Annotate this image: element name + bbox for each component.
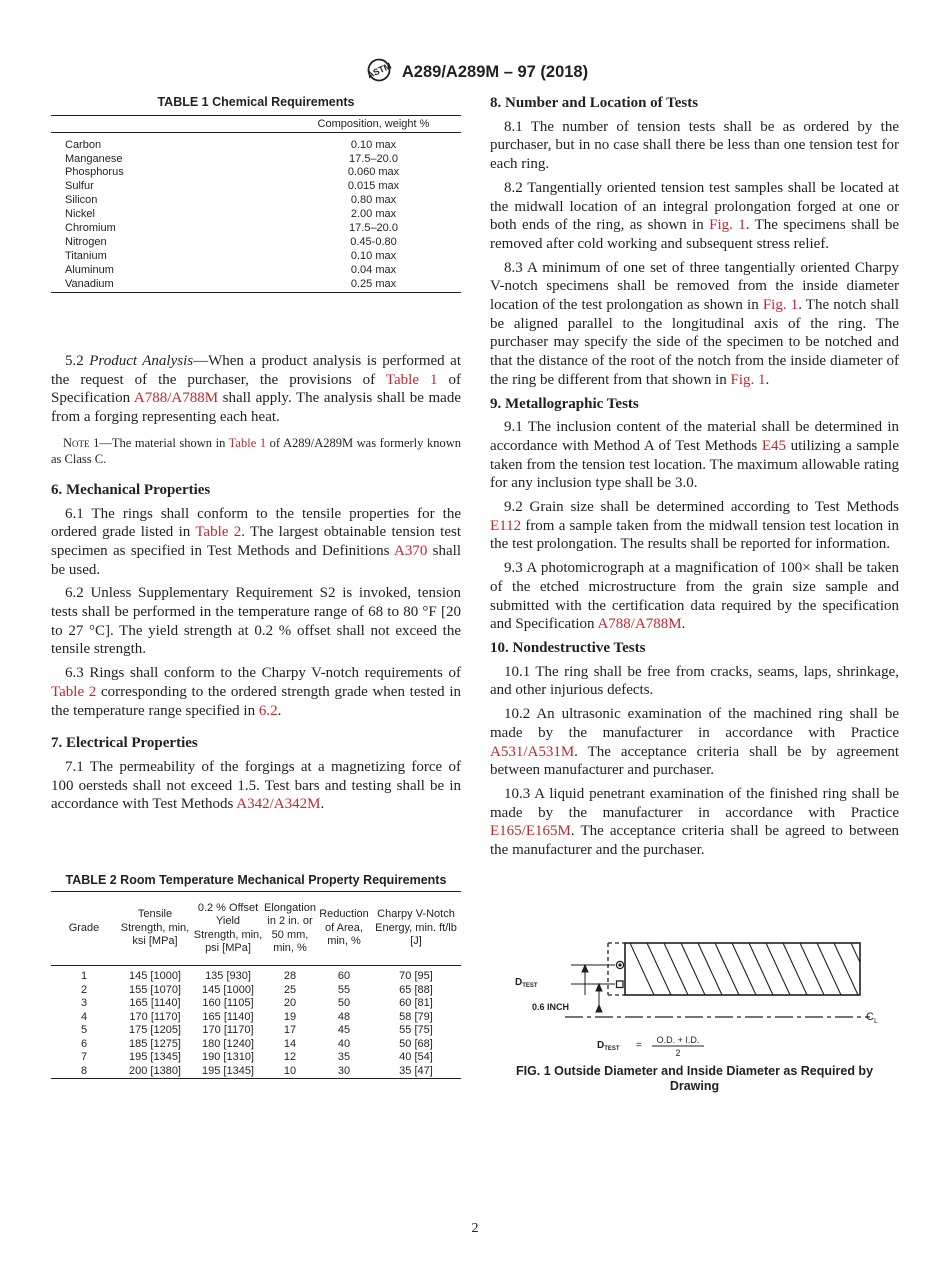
table2-cell: 3 [80, 997, 88, 1009]
table2-cell: 200 [1380] [129, 1064, 181, 1077]
table1-row [51, 208, 461, 222]
table2-cell: 10 [283, 1064, 297, 1077]
table2-cell: 5 [80, 1024, 88, 1036]
table2-row [51, 1038, 461, 1052]
table1-row [51, 166, 461, 180]
table1-row [51, 194, 461, 208]
table2-cell: 2 [80, 983, 88, 996]
table2-col-header: Tensile Strength, min, ksi [MPa] [120, 908, 190, 948]
table2-cell: 135 [930] [205, 970, 251, 982]
dimension-label: 0.6 INCH [532, 1002, 570, 1012]
link-table-2b[interactable]: Table 2 [51, 683, 97, 700]
link-e165[interactable]: E165/E165M [490, 823, 571, 840]
table2-col-header: Reduction of Area, min, % [319, 908, 369, 948]
link-a788b[interactable]: A788/A788M [597, 616, 682, 633]
table1-element: Aluminum [65, 263, 114, 276]
table2-row [51, 1051, 461, 1065]
table1-row [51, 236, 461, 250]
para-8-3: 8.3 A minimum of one set of three tangentially oriented Charpy V-notch specimens shall be removed from the inside diameter location of the test prolongation as shown in Fig. 1. The notch shall be aligned parallel to the longitudinal axis of the ring. The purchaser may specify the side of the specimen to be notched and that the distance of the root of the notch from the inside diameter of the ring be different from that shown in Fig. 1. [490, 259, 899, 388]
table2-cell: 145 [1000] [202, 983, 254, 996]
svg-text:O.D. + I.D.: O.D. + I.D. [656, 1035, 700, 1045]
table2-cell: 180 [1240] [202, 1037, 254, 1050]
link-table-1[interactable]: Table 1 [385, 371, 438, 388]
table2-cell: 35 [337, 1051, 351, 1063]
table2-cell: 28 [283, 970, 297, 982]
table2-cell: 14 [283, 1037, 297, 1050]
svg-text:DTEST: $D_{TEST}$ [597, 1040, 620, 1052]
link-a531[interactable]: A531/A531M [490, 743, 575, 760]
table2-row [51, 984, 461, 998]
table2-cell: 40 [337, 1037, 351, 1050]
section-8-heading: 8. Number and Location of Tests [490, 95, 699, 111]
table1-element: Vanadium [65, 277, 114, 290]
table2-body [51, 966, 461, 1079]
para-7-1: 7.1 The permeability of the forgings at a magnetizing force of 100 oersteds shall not exceed 1.5. Test bars and testing shall be in accordance with Test Methods A342/A342M. [51, 758, 461, 813]
table1-col-header: Composition, weight % [317, 118, 430, 130]
table1-row [51, 133, 461, 153]
link-e112[interactable]: E112 [490, 517, 522, 534]
table1-element: Titanium [65, 249, 107, 262]
table2-cell: 170 [1170] [202, 1024, 254, 1036]
link-e45[interactable]: E45 [761, 437, 786, 454]
table2-cell: 7 [80, 1051, 88, 1063]
table2-row [51, 966, 461, 984]
document-title: A289/A289M – 97 (2018) [401, 62, 589, 81]
table2-col-header: Elongation in 2 in. or 50 mm, min, % [264, 901, 316, 954]
section-7-heading: 7. Electrical Properties [51, 735, 198, 752]
ring-section-hatched [625, 943, 875, 995]
table1-row [51, 264, 461, 278]
table1-value: 0.060 max [347, 166, 400, 179]
table1-element: Phosphorus [65, 166, 124, 179]
table1-value: 0.10 max [350, 138, 397, 151]
table1-element: Sulfur [65, 180, 94, 193]
table1-value: 0.015 max [347, 180, 400, 193]
table2-cell: 50 [68] [399, 1037, 433, 1050]
svg-text:2: 2 [675, 1048, 681, 1058]
table2-cell: 4 [80, 1010, 88, 1023]
table2-cell: 17 [283, 1024, 297, 1036]
link-fig-1b[interactable]: Fig. 1 [762, 297, 799, 314]
table2-cell: 155 [1070] [129, 983, 181, 996]
link-a788[interactable]: A788/A788M [133, 390, 219, 407]
figure-1-diagram [505, 935, 890, 1061]
table1-row [51, 278, 461, 292]
table2-cell: 55 [337, 983, 351, 996]
table1-element: Nitrogen [65, 235, 107, 248]
table2-cell: 6 [80, 1037, 88, 1050]
table2-cell: 30 [337, 1064, 351, 1077]
svg-text:ASTM: ASTM [365, 60, 393, 81]
section-6-heading: 6. Mechanical Properties [51, 481, 211, 498]
para-5-2: 5.2 Product Analysis—When a product analysis is performed at the request of the purchaser, the provisions of Table 1 of Specification A788/A788M shall apply. The analysis shall be made from a forging representing each heat. [51, 353, 461, 426]
figure-1-caption: FIG. 1 Outside Diameter and Inside Diameter as Required by Drawing [515, 1064, 874, 1093]
table2-cell: 195 [1345] [202, 1064, 254, 1077]
table2-cell: 185 [1275] [129, 1037, 181, 1050]
table1-value: 17.5–20.0 [349, 222, 398, 235]
table2-col-header: Charpy V-Notch Energy, min. ft/lb [J] [375, 908, 457, 948]
table2-row [51, 1024, 461, 1038]
table2-cell: 60 [81] [399, 997, 433, 1009]
table2-cell: 65 [88] [399, 983, 433, 996]
para-9-2: 9.2 Grain size shall be determined according to Test Methods E112 from a sample taken from the midwall tension test location in the test prolongation. The results shall be reported for information. [490, 499, 899, 553]
link-table-2[interactable]: Table 2 [195, 524, 242, 541]
table1-row [51, 222, 461, 236]
para-8-2: 8.2 Tangentially oriented tension test samples shall be located at the midwall location of an integral prolongation forged at one or both ends of the ring, as shown in Fig. 1. The specimens shall be removed after cold working and subsequent stress relief. [490, 179, 899, 252]
table1-value: 17.5–20.0 [349, 152, 398, 165]
table2-header-row [51, 892, 461, 966]
link-a342[interactable]: A342/A342M [236, 796, 321, 813]
svg-text:=: = [636, 1040, 642, 1051]
table2-cell: 35 [47] [399, 1064, 433, 1077]
table1-value: 0.25 max [350, 277, 397, 290]
table1-element: Carbon [65, 138, 102, 151]
table2-cell: 19 [283, 1010, 297, 1023]
page-header [0, 58, 950, 87]
note-1: Note 1—The material shown in Table 1 of A289/A289M was formerly known as Class C. [51, 435, 461, 466]
table1-element: Nickel [65, 208, 95, 221]
table2-mechanical-properties [51, 891, 461, 1079]
table2-cell: 48 [337, 1010, 351, 1023]
table2-caption: TABLE 2 Room Temperature Mechanical Property Requirements [65, 873, 447, 887]
table2-cell: 165 [1140] [129, 997, 181, 1009]
table1-element: Chromium [65, 222, 116, 235]
table1-chemical-requirements [51, 115, 461, 293]
test-prolongation [608, 943, 625, 995]
para-8-1: 8.1 The number of tension tests shall be as ordered by the purchaser, but in no case shall there be less than one tension test for each ring. [490, 118, 899, 173]
d-test-label: $D_{TEST}$ [515, 977, 538, 989]
para-10-3: 10.3 A liquid penetrant examination of the finished ring shall be made by the manufacturer in accordance with Practice E165/E165M. The acceptance criteria shall be agreed to between the manufacturer and the purchaser. [490, 785, 899, 859]
table1-row [51, 180, 461, 194]
table1-value: 0.80 max [350, 194, 397, 207]
centerline-label: $C_L$ [866, 1011, 878, 1025]
table2-cell: 20 [283, 997, 297, 1009]
link-6-2[interactable]: 6.2 [258, 702, 278, 719]
table1-value: 0.10 max [350, 249, 397, 262]
table2-row [51, 997, 461, 1011]
table2-col-header: 0.2 % Offset Yield Strength, min, psi [MPa] [193, 901, 263, 954]
table2-col-header: Grade [68, 921, 100, 934]
para-6-1: 6.1 The rings shall conform to the tensile properties for the ordered grade listed in Table 2. The largest obtainable tension test specimen as specified in Test Methods and Definitions A370 shall be used. [51, 505, 461, 578]
table2-cell: 70 [95] [399, 970, 433, 982]
table1-element: Silicon [65, 194, 98, 207]
table2-cell: 165 [1140] [202, 1010, 254, 1023]
link-fig-1c[interactable]: Fig. 1 [730, 371, 766, 388]
table2-cell: 160 [1105] [202, 997, 254, 1009]
table2-cell: 45 [337, 1024, 351, 1036]
table2-row [51, 1065, 461, 1079]
table2-cell: 25 [283, 983, 297, 996]
table2-cell: 145 [1000] [129, 970, 181, 982]
table2-row [51, 1011, 461, 1025]
para-10-1: 10.1 The ring shall be free from cracks, seams, laps, shrinkage, and other injurious defects. [490, 663, 899, 699]
section-9-heading: 9. Metallographic Tests [490, 395, 639, 412]
table2-cell: 58 [79] [399, 1010, 433, 1023]
table2-cell: 50 [337, 997, 351, 1009]
table2-cell: 8 [80, 1064, 88, 1077]
para-9-3: 9.3 A photomicrograph at a magnification of 100× shall be taken of the etched microstructure from the grain size sample and submitted with the certification data required by the specification and Specification A788/A788M. [490, 560, 899, 633]
para-9-1: 9.1 The inclusion content of the material shall be determined in accordance with Method A of Test Methods E45 utilizing a sample taken from the tension test location. The maximum allowable rating for any inclusion type shall be 3.0. [490, 419, 900, 492]
table1-value: 0.45-0.80 [350, 235, 397, 248]
page-number: 2 [471, 1221, 479, 1236]
table2-cell: 175 [1205] [129, 1024, 181, 1036]
table2-cell: 12 [283, 1051, 297, 1063]
table1-value: 2.00 max [350, 208, 397, 221]
link-fig-1[interactable]: Fig. 1 [709, 217, 746, 234]
table2-cell: 190 [1310] [202, 1051, 254, 1063]
link-table-1-note[interactable]: Table 1 [228, 435, 267, 450]
section-10-heading: 10. Nondestructive Tests [490, 639, 646, 656]
para-6-2: 6.2 Unless Supplementary Requirement S2 is invoked, tension tests shall be performed in the temperature range of 68 to 80 °F [20 to 27 °C]. The yield strength at 0.2 % offset shall not exceed the tensile strength. [51, 585, 461, 658]
table1-value: 0.04 max [350, 263, 397, 276]
table1-row [51, 250, 461, 264]
table1-row [51, 153, 461, 167]
d-test-formula [597, 1035, 704, 1058]
table2-cell: 1 [80, 970, 88, 982]
para-6-3: 6.3 Rings shall conform to the Charpy V-notch requirements of Table 2 corresponding to the ordered strength grade when tested in the temperature range specified in 6.2. [51, 665, 462, 719]
table2-cell: 170 [1170] [129, 1010, 181, 1023]
astm-logo-icon [362, 58, 396, 87]
table1-caption: TABLE 1 Chemical Requirements [157, 95, 355, 109]
table1-element: Manganese [65, 152, 123, 165]
para-10-2: 10.2 An ultrasonic examination of the machined ring shall be made by the manufacturer in accordance with Practice A531/A531M. The acceptance criteria shall be by agreement between manufacturer and purchaser. [490, 706, 899, 779]
table2-cell: 40 [54] [399, 1051, 433, 1063]
table2-cell: 60 [337, 970, 351, 982]
table1-body [51, 133, 461, 293]
table2-cell: 195 [1345] [129, 1051, 181, 1063]
table2-cell: 55 [75] [399, 1024, 433, 1036]
link-a370[interactable]: A370 [393, 542, 428, 559]
